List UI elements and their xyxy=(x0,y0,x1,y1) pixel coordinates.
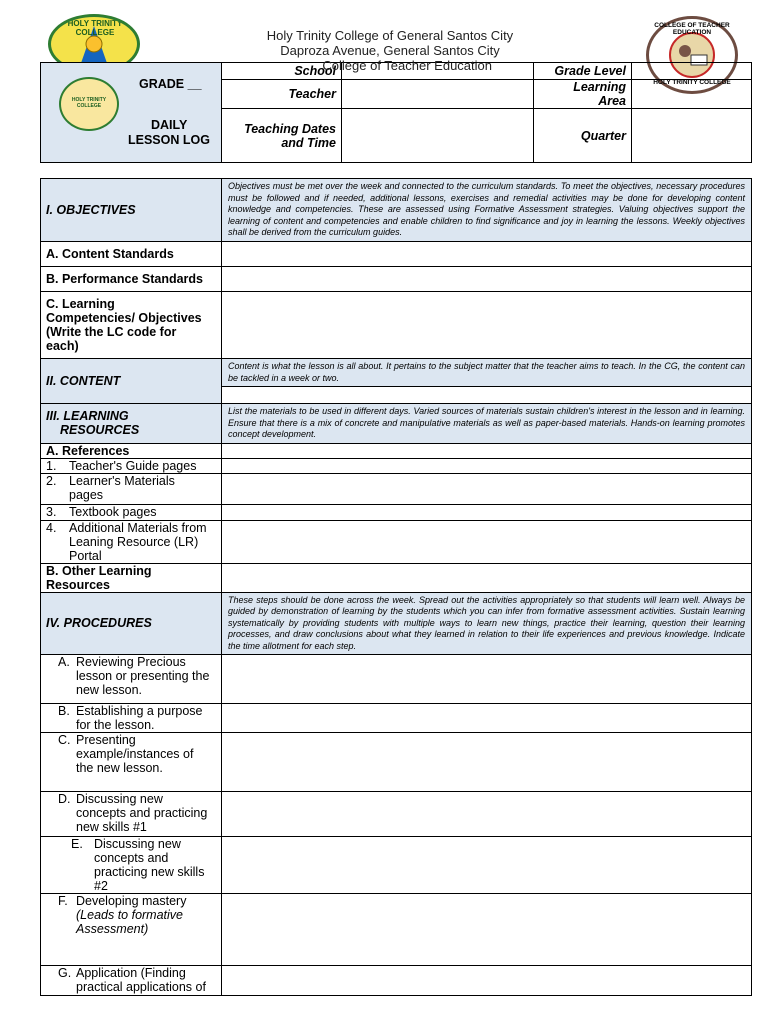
procedure-a-value[interactable] xyxy=(222,655,752,704)
college-address: Daproza Avenue, General Santos City xyxy=(280,43,500,58)
other-resources-label: B. Other Learning Resources xyxy=(41,563,222,592)
procedure-d-value[interactable] xyxy=(222,792,752,837)
learning-area-value[interactable] xyxy=(632,80,752,109)
procedure-e-value[interactable] xyxy=(222,837,752,894)
content-standards-value[interactable] xyxy=(222,242,752,267)
content-standards-label: A. Content Standards xyxy=(41,242,222,267)
grade-label: GRADE __ xyxy=(139,77,202,91)
teacher-value[interactable] xyxy=(342,80,534,109)
procedure-d-label: D. Discussing new concepts and practicing new skills #1 xyxy=(41,792,222,837)
learning-competencies-value[interactable] xyxy=(222,292,752,359)
teaching-dates-value[interactable] xyxy=(342,109,534,163)
school-label: School College of Teacher Education xyxy=(222,63,342,80)
additional-materials-label: 4. Additional Materials from Leaning Resource (LR) Portal xyxy=(41,520,222,563)
college-department: College of Teacher Education xyxy=(322,58,492,73)
textbook-pages-value[interactable] xyxy=(222,504,752,520)
performance-standards-value[interactable] xyxy=(222,267,752,292)
grade-level-label: Grade Level xyxy=(534,63,632,80)
procedure-f-label: F. Developing mastery (Leads to formative Assessment) xyxy=(41,894,222,966)
grade-level-value[interactable] xyxy=(632,63,752,80)
learning-resources-note: List the materials to be used in different days. Varied sources of materials sustain children's interest in the lesson and in learning. Ensure that there is a mix of concrete and manipulative materials as well as paper-based materials. Hands-on learning promotes concept development. xyxy=(222,404,752,444)
procedures-note: These steps should be done across the week. Spread out the activities appropriately so that students will learn well. Always be guided by demonstration of learning by the students which you can infer from formative assessment activities. Sustain learning systematically by providing students with multiple ways to learn new things, practice their learning, question their learning processes, and draw conclusions about what they learned in relation to their life experiences and previous knowledge. Indicate the time allotment for each step. xyxy=(222,592,752,655)
small-college-logo xyxy=(59,77,119,131)
grade-cell xyxy=(41,63,222,163)
procedure-e-label: E. Discussing new concepts and practicing new skills #2 xyxy=(41,837,222,894)
procedure-f-value[interactable] xyxy=(222,894,752,966)
teachers-guide-value[interactable] xyxy=(222,458,752,473)
teacher-label: Teacher xyxy=(222,80,342,109)
objectives-title: I. OBJECTIVES xyxy=(41,179,222,242)
learners-materials-value[interactable] xyxy=(222,473,752,504)
teaching-dates-label: Teaching Dates and Time xyxy=(222,109,342,163)
learning-resources-title: III. LEARNING RESOURCES xyxy=(41,404,222,444)
objectives-note: Objectives must be met over the week and connected to the curriculum standards. To meet the objectives, necessary procedures must be followed and if needed, additional lessons, exercises and remedial activities may be done for developing content knowledge and competencies. These are assessed using Formative Assessment strategies. Valuing objectives support the learning of content and competencies and enable children to find significance and joy in learning the lessons. Weekly objectives shall be derived from the curriculum guides. xyxy=(222,179,752,242)
procedure-b-value[interactable] xyxy=(222,704,752,733)
college-logo-right-text: COLLEGE OF TEACHER EDUCATION xyxy=(654,22,730,36)
additional-materials-value[interactable] xyxy=(222,520,752,563)
procedure-c-label: C. Presenting example/instances of the new lesson. xyxy=(41,733,222,792)
references-value[interactable] xyxy=(222,443,752,458)
info-table xyxy=(40,58,752,163)
college-logo-left-text: HOLY TRINITY COLLEGE xyxy=(67,19,123,37)
lesson-log-table xyxy=(40,178,752,996)
teachers-guide-label: 1. Teacher's Guide pages xyxy=(41,458,222,473)
textbook-pages-label: 3. Textbook pages xyxy=(41,504,222,520)
procedure-b-label: B. Establishing a purpose for the lesson. xyxy=(41,704,222,733)
references-label: A. References xyxy=(41,443,222,458)
content-title: II. CONTENT xyxy=(41,359,222,404)
procedure-g-value[interactable] xyxy=(222,966,752,996)
procedure-g-label: G. Application (Finding practical applications of xyxy=(41,966,222,996)
daily-label: DAILY xyxy=(151,118,188,132)
other-resources-value[interactable] xyxy=(222,563,752,592)
college-name: Holy Trinity College of General Santos City xyxy=(266,28,514,43)
quarter-label: Quarter xyxy=(534,109,632,163)
learning-area-label: Learning Area xyxy=(534,80,632,109)
performance-standards-label: B. Performance Standards xyxy=(41,267,222,292)
procedures-title: IV. PROCEDURES xyxy=(41,592,222,655)
small-logo-text: HOLY TRINITY COLLEGE xyxy=(71,97,107,109)
content-value[interactable] xyxy=(222,387,752,404)
content-note: Content is what the lesson is all about. It pertains to the subject matter that the teacher aims to teach. In the CG, the content can be tackled in a week or two. xyxy=(222,359,752,387)
learners-materials-label: 2. Learner's Materials pages xyxy=(41,473,222,504)
procedure-a-label: A. Reviewing Precious lesson or presenting the new lesson. xyxy=(41,655,222,704)
lesson-log-label: LESSON LOG xyxy=(128,133,210,147)
learning-competencies-label: C. Learning Competencies/ Objectives (Write the LC code for each) xyxy=(41,292,222,359)
quarter-value[interactable] xyxy=(632,109,752,163)
college-logo-right-bottom-text: HOLY TRINITY COLLEGE xyxy=(653,79,731,86)
procedure-c-value[interactable] xyxy=(222,733,752,792)
